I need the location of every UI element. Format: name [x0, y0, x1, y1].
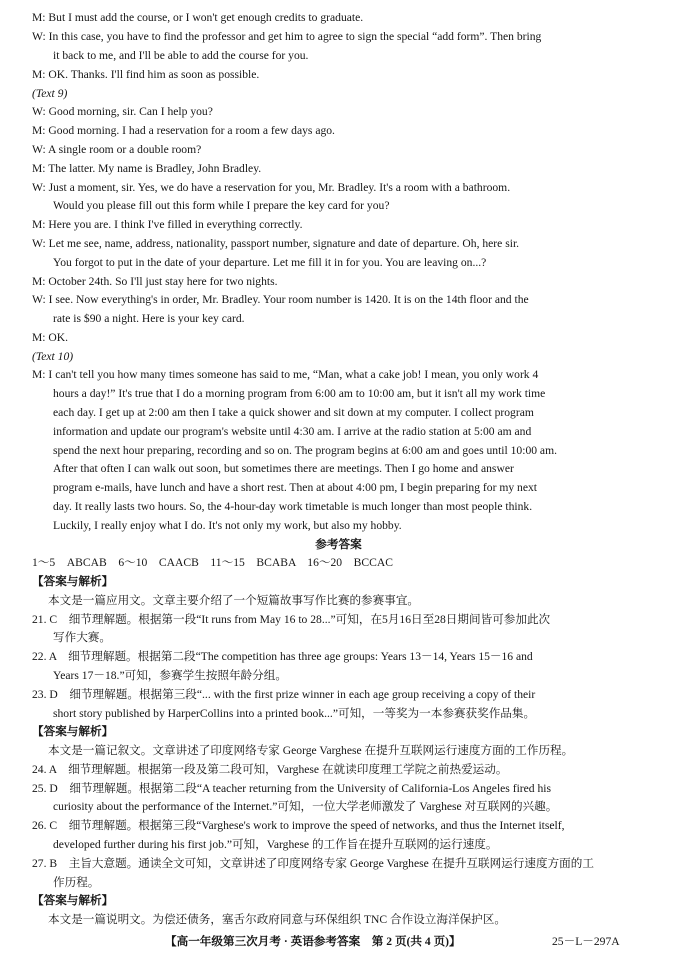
- text-line: 22. A 细节理解题。根据第二段“The competition has three age groups: Years 13－14, Years 15－16 and: [32, 650, 533, 663]
- text-line: short story published by HarperCollins into a printed book...”可知，一等奖为一本参赛获奖作品集。: [53, 707, 536, 720]
- text-line: W: Just a moment, sir. Yes, we do have a reservation for you, Mr. Bradley. It's a room with a bathroom.: [32, 181, 511, 194]
- text-line: W: A single room or a double room?: [32, 143, 202, 156]
- text-line: 作历程。: [53, 876, 100, 889]
- text-line: W: Good morning, sir. Can I help you?: [32, 105, 213, 118]
- text-line: 26. C 细节理解题。根据第三段“Varghese's work to improve the speed of networks, and thus the Internet itself,: [32, 819, 565, 832]
- text-line: M: October 24th. So I'll just stay here for two nights.: [32, 275, 278, 288]
- text-line: 24. A 细节理解题。根据第一段及第二段可知，Varghese 在就读印度理工学院之前热爱运动。: [32, 763, 508, 776]
- text-line: spend the next hour preparing, recording and so on. The program begins at 6:00 am and goes until 10:00 am.: [53, 444, 557, 457]
- document-code: 25－L－297A: [552, 935, 620, 948]
- text-line: You forgot to put in the date of your departure. Let me fill it in for you. You are leaving on...?: [53, 256, 487, 269]
- text-line: each day. I get up at 2:00 am then I take a quick shower and sit down at my computer. I collect program: [53, 406, 534, 419]
- text-line: 【答案与解析】: [32, 725, 114, 738]
- text-line: hours a day!” It's true that I do a morning program from 6:00 am to 10:00 am, but it isn't all my work time: [53, 387, 546, 400]
- text-line: (Text 9): [32, 87, 68, 100]
- text-line: 1～5 ABCAB 6～10 CAACB 11～15 BCABA 16～20 BCCAC: [32, 556, 393, 569]
- text-line: it back to me, and I'll be able to add the course for you.: [53, 49, 309, 62]
- text-line: M: OK. Thanks. I'll find him as soon as possible.: [32, 68, 260, 81]
- text-line: M: I can't tell you how many times someone has said to me, “Man, what a cake job! I mean, you only work 4: [32, 368, 539, 381]
- text-line: 【答案与解析】: [32, 894, 114, 907]
- text-line: 【答案与解析】: [32, 575, 114, 588]
- text-line: 本文是一篇说明文。为偿还债务，塞舌尔政府同意与环保组织 TNC 合作设立海洋保护区。: [48, 913, 506, 926]
- text-line: 参考答案: [315, 538, 362, 551]
- text-line: 23. D 细节理解题。根据第三段“... with the first prize winner in each age group receiving a copy of their: [32, 688, 536, 701]
- text-line: M: The latter. My name is Bradley, John Bradley.: [32, 162, 262, 175]
- text-line: information and update our program's website until 4:30 am. I arrive at the radio station at 5:00 am and: [53, 425, 532, 438]
- text-line: day. It really lasts two hours. So, the 4-hour-day work timetable is much longer than most people think.: [53, 500, 533, 513]
- text-line: program e-mails, have lunch and have a short rest. Then at about 4:00 pm, I begin preparing for my next: [53, 481, 538, 494]
- text-line: M: Here you are. I think I've filled in everything correctly.: [32, 218, 303, 231]
- text-line: W: In this case, you have to find the professor and get him to agree to sign the special “add form”. Then bring: [32, 30, 542, 43]
- text-line: M: OK.: [32, 331, 69, 344]
- page-footer: 【高一年级第三次月考 · 英语参考答案 第 2 页(共 4 页)】: [165, 935, 461, 948]
- text-line: 本文是一篇记叙文。文章讲述了印度网络专家 George Varghese 在提升互联网运行速度方面的工作历程。: [48, 744, 574, 757]
- text-line: Luckily, I really enjoy what I do. It's not only my work, but also my hobby.: [53, 519, 402, 532]
- text-line: 本文是一篇应用文。文章主要介绍了一个短篇故事写作比赛的参赛事宜。: [48, 594, 420, 607]
- text-line: After that often I can walk out soon, but sometimes there are meetings. Then I go home and answer: [53, 462, 514, 475]
- text-line: (Text 10): [32, 350, 74, 363]
- text-line: 21. C 细节理解题。根据第一段“It runs from May 16 to 28...”可知，在5月16日至28日期间皆可参加此次: [32, 613, 551, 626]
- text-line: developed further during his first job.”可知，Varghese 的工作旨在提升互联网的运行速度。: [53, 838, 498, 851]
- text-line: 写作大赛。: [53, 631, 111, 644]
- text-line: 25. D 细节理解题。根据第二段“A teacher returning from the University of California-Los Angeles fired his: [32, 782, 552, 795]
- text-line: M: Good morning. I had a reservation for a room a few days ago.: [32, 124, 335, 137]
- text-line: curiosity about the performance of the Internet.”可知，一位大学老师激发了 Varghese 对互联网的兴趣。: [53, 800, 558, 813]
- text-line: Would you please fill out this form while I prepare the key card for you?: [53, 199, 390, 212]
- text-line: rate is $90 a night. Here is your key card.: [53, 312, 245, 325]
- text-line: W: Let me see, name, address, nationality, passport number, signature and date of departure. Oh, here sir.: [32, 237, 520, 250]
- text-line: Years 17－18.”可知，参赛学生按照年龄分组。: [53, 669, 287, 682]
- text-line: W: I see. Now everything's in order, Mr. Bradley. Your room number is 1420. It is on the 14th floor and the: [32, 293, 529, 306]
- text-line: M: But I must add the course, or I won't get enough credits to graduate.: [32, 11, 364, 24]
- text-line: 27. B 主旨大意题。通读全文可知，文章讲述了印度网络专家 George Varghese 在提升互联网运行速度方面的工: [32, 857, 594, 870]
